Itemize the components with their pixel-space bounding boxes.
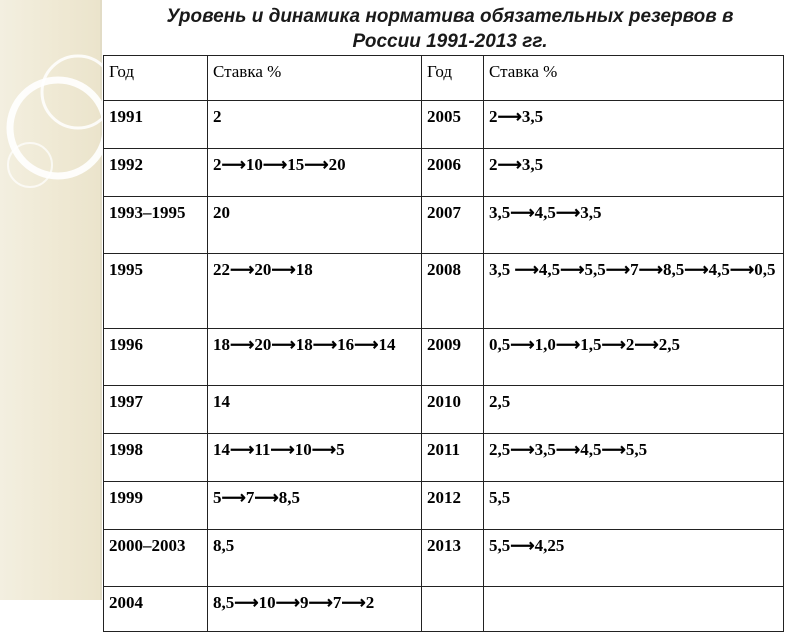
- rate-cell: 14⟶11⟶10⟶5: [208, 434, 422, 482]
- year-cell: 2012: [422, 482, 484, 530]
- rate-cell: 2,5⟶3,5⟶4,5⟶5,5: [484, 434, 784, 482]
- year-cell: 1995: [104, 254, 208, 329]
- rate-cell: 22⟶20⟶18: [208, 254, 422, 329]
- year-cell: [422, 587, 484, 632]
- header-year-1: Год: [104, 56, 208, 101]
- rate-cell: 8,5⟶10⟶9⟶7⟶2: [208, 587, 422, 632]
- rate-cell: 18⟶20⟶18⟶16⟶14: [208, 329, 422, 386]
- table-row: [104, 101, 784, 149]
- year-cell: 2009: [422, 329, 484, 386]
- header-rate-1: Ставка %: [208, 56, 422, 101]
- rate-cell: 2,5: [484, 386, 784, 434]
- table-row: [104, 329, 784, 386]
- year-cell: 2000–2003: [104, 530, 208, 587]
- table-row: [104, 149, 784, 197]
- slide-title-line-1: Уровень и динамика норматива обязательных резервов в: [166, 6, 734, 27]
- rate-cell: 2⟶10⟶15⟶20: [208, 149, 422, 197]
- rate-cell: 2: [208, 101, 422, 149]
- year-cell: 2004: [104, 587, 208, 632]
- rate-cell: 5,5: [484, 482, 784, 530]
- year-cell: 2008: [422, 254, 484, 329]
- table-row: [104, 254, 784, 329]
- table-row: [104, 386, 784, 434]
- table-row: [104, 482, 784, 530]
- decorative-circles: [0, 0, 110, 600]
- header-year-2: Год: [422, 56, 484, 101]
- rate-cell: 3,5 ⟶4,5⟶5,5⟶7⟶8,5⟶4,5⟶0,5: [484, 254, 784, 329]
- slide-title: [105, 4, 795, 54]
- year-cell: 2011: [422, 434, 484, 482]
- rate-cell: 0,5⟶1,0⟶1,5⟶2⟶2,5: [484, 329, 784, 386]
- table-row: [104, 434, 784, 482]
- year-cell: 1998: [104, 434, 208, 482]
- header-rate-2: Ставка %: [484, 56, 784, 101]
- rate-cell: 2⟶3,5: [484, 101, 784, 149]
- year-cell: 1993–1995: [104, 197, 208, 254]
- year-cell: 2013: [422, 530, 484, 587]
- rate-cell: 5,5⟶4,25: [484, 530, 784, 587]
- year-cell: 1997: [104, 386, 208, 434]
- rate-cell: 14: [208, 386, 422, 434]
- year-cell: 2006: [422, 149, 484, 197]
- rate-cell: 3,5⟶4,5⟶3,5: [484, 197, 784, 254]
- year-cell: 2005: [422, 101, 484, 149]
- year-cell: 1999: [104, 482, 208, 530]
- rate-cell: 8,5: [208, 530, 422, 587]
- year-cell: 2007: [422, 197, 484, 254]
- rate-cell: 20: [208, 197, 422, 254]
- table-row: [104, 587, 784, 632]
- year-cell: 1991: [104, 101, 208, 149]
- year-cell: 2010: [422, 386, 484, 434]
- table-row: [104, 197, 784, 254]
- year-cell: 1996: [104, 329, 208, 386]
- year-cell: 1992: [104, 149, 208, 197]
- reserve-rate-table: [103, 55, 784, 632]
- rate-cell: 5⟶7⟶8,5: [208, 482, 422, 530]
- rate-cell: 2⟶3,5: [484, 149, 784, 197]
- rate-cell: [484, 587, 784, 632]
- slide-title-line-2: России 1991-2013 гг.: [352, 31, 548, 52]
- table-row: [104, 530, 784, 587]
- table-header-row: [104, 56, 784, 101]
